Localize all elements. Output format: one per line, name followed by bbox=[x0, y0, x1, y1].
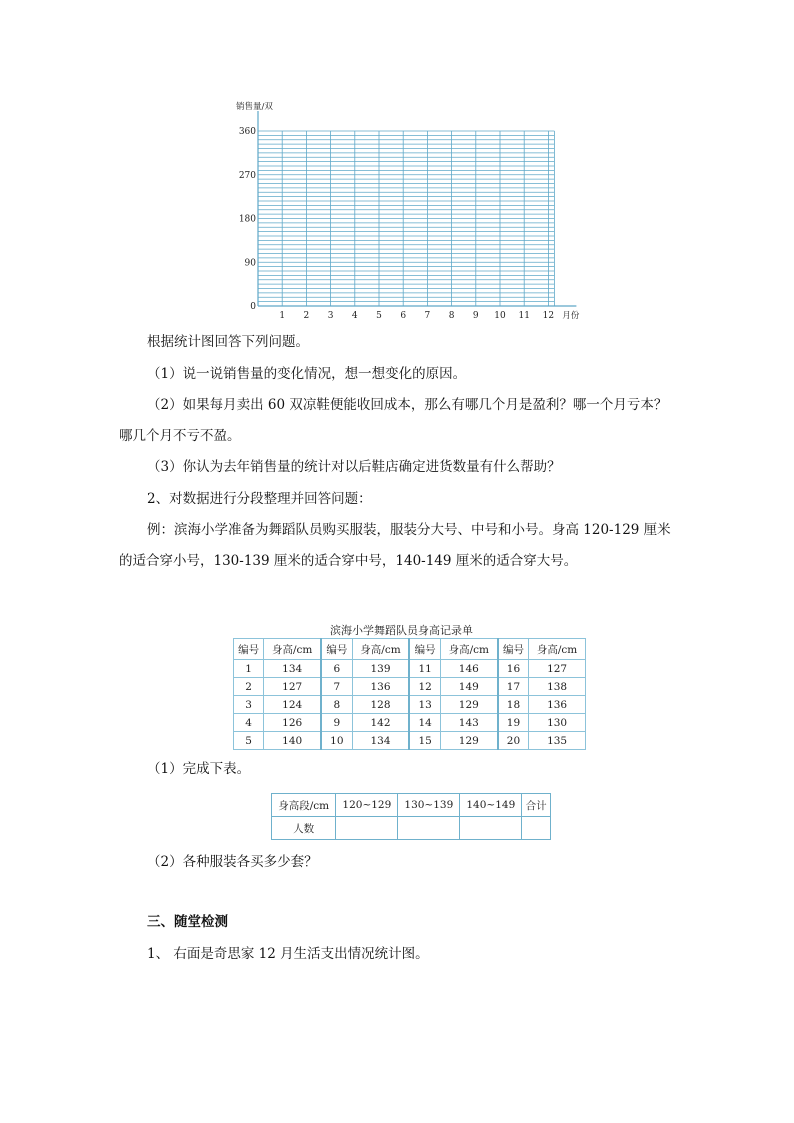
summary-blank-cell[interactable] bbox=[522, 817, 551, 840]
record-height-cell: 124 bbox=[264, 696, 321, 714]
record-no-cell: 3 bbox=[234, 696, 264, 714]
header-no: 编号 bbox=[409, 639, 440, 660]
summary-header-cell: 120~129 bbox=[336, 794, 398, 817]
x-tick-label: 1 bbox=[279, 311, 286, 321]
summary-header-cell: 140~149 bbox=[460, 794, 522, 817]
example-line1: 例：滨海小学准备为舞蹈队员购买服装，服装分大号、中号和小号。身高 120-129 厘米 bbox=[147, 522, 671, 538]
record-no-cell: 14 bbox=[409, 714, 440, 732]
header-no: 编号 bbox=[498, 639, 529, 660]
x-tick-label: 5 bbox=[376, 311, 382, 321]
record-height-cell: 134 bbox=[264, 660, 321, 678]
y-tick-label: 360 bbox=[238, 127, 256, 137]
record-height-cell: 128 bbox=[352, 696, 409, 714]
summary-header-cell: 身高段/cm bbox=[272, 794, 336, 817]
sub-question-1: （1）完成下表。 bbox=[147, 761, 251, 777]
record-table-row bbox=[234, 714, 586, 732]
summary-count-row bbox=[272, 817, 551, 840]
header-height: 身高/cm bbox=[264, 639, 321, 660]
record-no-cell: 13 bbox=[409, 696, 440, 714]
record-no-cell: 16 bbox=[498, 660, 529, 678]
record-table-title: 滨海小学舞蹈队员身高记录单 bbox=[330, 624, 473, 637]
summary-row-label: 人数 bbox=[272, 817, 336, 840]
record-table-row bbox=[234, 732, 586, 750]
header-no: 编号 bbox=[321, 639, 352, 660]
record-height-cell: 126 bbox=[264, 714, 321, 732]
record-no-cell: 8 bbox=[321, 696, 352, 714]
record-no-cell: 10 bbox=[321, 732, 352, 750]
x-tick-label: 9 bbox=[472, 311, 479, 321]
record-no-cell: 19 bbox=[498, 714, 529, 732]
record-no-cell: 1 bbox=[234, 660, 264, 678]
sales-chart bbox=[228, 97, 598, 322]
summary-header-row bbox=[272, 794, 551, 817]
record-table-header bbox=[234, 639, 586, 660]
record-no-cell: 6 bbox=[321, 660, 352, 678]
header-height: 身高/cm bbox=[352, 639, 409, 660]
record-height-cell: 146 bbox=[440, 660, 497, 678]
record-no-cell: 5 bbox=[234, 732, 264, 750]
record-height-cell: 135 bbox=[529, 732, 586, 750]
record-height-cell: 140 bbox=[264, 732, 321, 750]
header-height: 身高/cm bbox=[529, 639, 586, 660]
record-height-cell: 149 bbox=[440, 678, 497, 696]
x-tick-label: 12 bbox=[542, 311, 555, 321]
intro-text: 根据统计图回答下列问题。 bbox=[147, 334, 309, 350]
header-height: 身高/cm bbox=[440, 639, 497, 660]
record-height-cell: 138 bbox=[529, 678, 586, 696]
x-tick-label: 7 bbox=[424, 311, 431, 321]
summary-blank-cell[interactable] bbox=[460, 817, 522, 840]
example-line2: 的适合穿小号，130-139 厘米的适合穿中号，140-149 厘米的适合穿大号。 bbox=[119, 553, 578, 569]
sub-question-2: （2）各种服装各买多少套？ bbox=[147, 854, 318, 870]
summary-blank-cell[interactable] bbox=[336, 817, 398, 840]
record-height-cell: 139 bbox=[352, 660, 409, 678]
x-tick-label: 11 bbox=[518, 311, 530, 321]
record-height-cell: 129 bbox=[440, 732, 497, 750]
record-no-cell: 15 bbox=[409, 732, 440, 750]
record-no-cell: 11 bbox=[409, 660, 440, 678]
task-2: 2、对数据进行分段整理并回答问题： bbox=[147, 491, 372, 507]
summary-header-cell: 130~139 bbox=[398, 794, 460, 817]
x-tick-label: 8 bbox=[448, 311, 455, 321]
record-no-cell: 9 bbox=[321, 714, 352, 732]
x-tick-label: 3 bbox=[327, 311, 334, 321]
question-2-line1: （2）如果每月卖出 60 双凉鞋便能收回成本，那么有哪几个月是盈利？哪一个月亏本？ bbox=[147, 397, 668, 413]
record-no-cell: 4 bbox=[234, 714, 264, 732]
record-height-cell: 127 bbox=[264, 678, 321, 696]
record-height-cell: 129 bbox=[440, 696, 497, 714]
record-table-row bbox=[234, 660, 586, 678]
x-axis-label: 月份 bbox=[562, 311, 580, 321]
record-no-cell: 2 bbox=[234, 678, 264, 696]
section-3-question-1: 1、 右面是奇思家 12 月生活支出情况统计图。 bbox=[147, 946, 429, 962]
y-tick-label: 180 bbox=[238, 214, 256, 225]
x-tick-label: 2 bbox=[303, 311, 310, 321]
record-height-cell: 143 bbox=[440, 714, 497, 732]
record-height-cell: 127 bbox=[529, 660, 586, 678]
y-tick-label: 0 bbox=[250, 302, 256, 312]
question-2-line2: 哪几个月不亏不盈。 bbox=[119, 428, 241, 444]
record-height-cell: 134 bbox=[352, 732, 409, 750]
x-tick-label: 10 bbox=[494, 311, 506, 321]
record-table bbox=[233, 638, 586, 750]
header-no: 编号 bbox=[234, 639, 264, 660]
summary-header-cell: 合计 bbox=[522, 794, 551, 817]
record-height-cell: 136 bbox=[529, 696, 586, 714]
question-3: （3）你认为去年销售量的统计对以后鞋店确定进货数量有什么帮助？ bbox=[147, 459, 561, 475]
y-axis-label: 销售量/双 bbox=[236, 102, 273, 112]
record-no-cell: 12 bbox=[409, 678, 440, 696]
x-tick-label: 6 bbox=[400, 311, 407, 321]
record-no-cell: 17 bbox=[498, 678, 529, 696]
summary-table bbox=[271, 793, 551, 840]
record-table-row bbox=[234, 696, 586, 714]
record-height-cell: 142 bbox=[352, 714, 409, 732]
question-1: （1）说一说销售量的变化情况，想一想变化的原因。 bbox=[147, 366, 467, 382]
x-tick-label: 4 bbox=[351, 311, 358, 321]
record-no-cell: 7 bbox=[321, 678, 352, 696]
record-height-cell: 136 bbox=[352, 678, 409, 696]
section-3-heading: 三、随堂检测 bbox=[147, 914, 228, 930]
summary-blank-cell[interactable] bbox=[398, 817, 460, 840]
y-tick-label: 90 bbox=[244, 258, 256, 269]
y-tick-label: 270 bbox=[238, 170, 256, 181]
record-table-row bbox=[234, 678, 586, 696]
record-no-cell: 18 bbox=[498, 696, 529, 714]
chart-canvas bbox=[228, 97, 598, 322]
record-height-cell: 130 bbox=[529, 714, 586, 732]
record-no-cell: 20 bbox=[498, 732, 529, 750]
